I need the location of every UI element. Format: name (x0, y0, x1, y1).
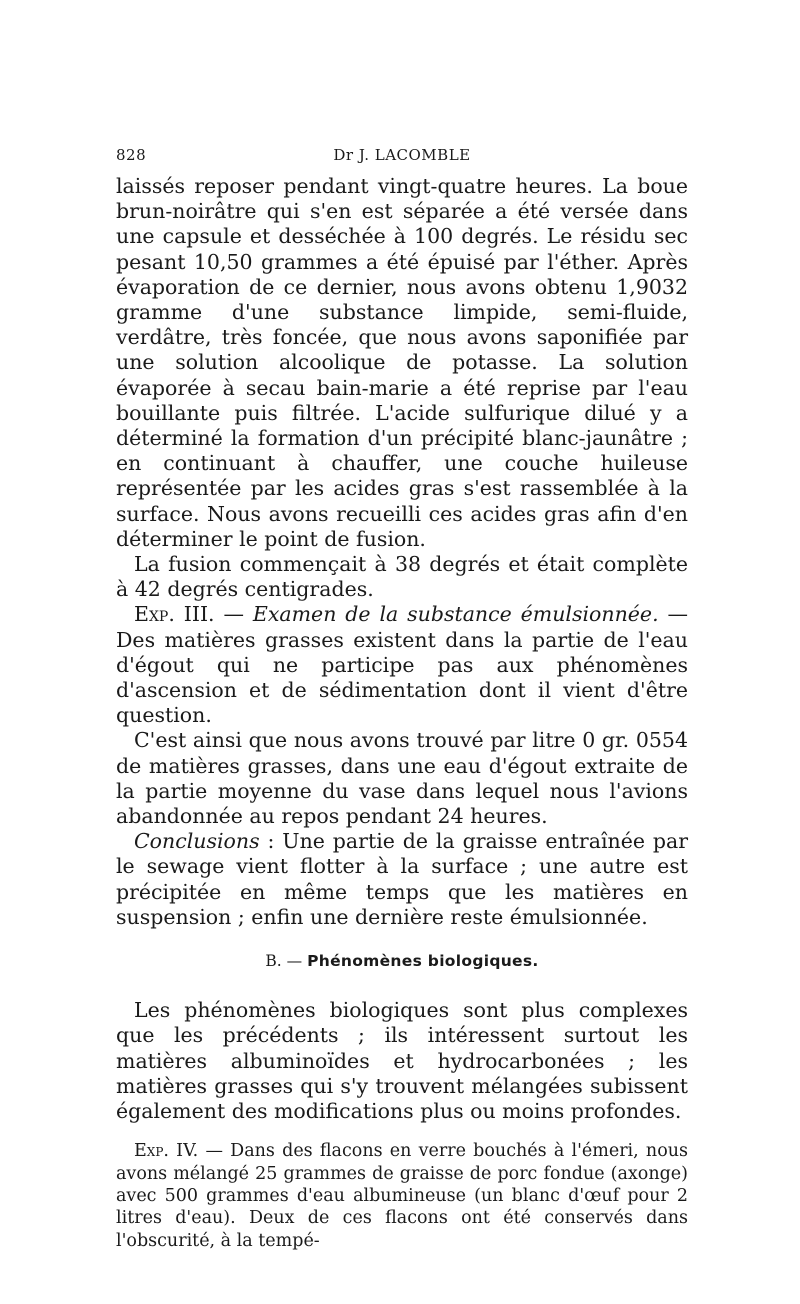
paragraph-conclusions (116, 829, 688, 930)
experiment-iv-label: Exp. IV. (134, 1141, 199, 1162)
running-header (116, 140, 688, 174)
paragraph-biological-phenomena: Les phénomènes biologiques sont plus complexes que les précédents ; ils intéressent surtout les matières albuminoïdes et hydrocarbonées ; les matières grasses qui s'y trouvent mélangées subissent également des modifications plus ou moins profondes. (116, 998, 688, 1123)
book-page (116, 140, 688, 1252)
section-title: Phénomènes biologiques. (307, 952, 539, 971)
conclusions-text: : Une partie de la graisse entraînée par le sewage vient flotter à la surface ; une autre est précipitée en même temps que les matières en suspension ; enfin une dernière reste émulsionnée. (116, 829, 688, 929)
paragraph-continuation: laissés reposer pendant vingt-quatre heures. La boue brun-noirâtre qui s'en est séparée a été versée dans une capsule et desséchée à 100 degrés. Le résidu sec pesant 10,50 grammes a été épuisé par l'éther. Après évaporation de ce dernier, nous avons obtenu 1,9032 gramme d'une substance limpide, semi-fluide, verdâtre, très foncée, que nous avons saponifiée par une solution alcoolique de potasse. La solution évaporée à secau bain-marie a été reprise par l'eau bouillante puis filtrée. L'acide sulfurique dilué y a déterminé la formation d'un précipité blanc-jaunâtre ; en continuant à chauffer, une couche huileuse représentée par les acides gras s'est rassemblée à la surface. Nous avons recueilli ces acides gras afin d'en déterminer le point de fusion. (116, 174, 688, 551)
paragraph-fusion: La fusion commençait à 38 degrés et était complète à 42 degrés centigrades. (116, 552, 688, 602)
experiment-iv-text: — Dans des flacons en verre bouchés à l'émeri, nous avons mélangé 25 grammes de graisse de porc fondue (axonge) avec 500 grammes d'eau albumineuse (un blanc d'œuf pour 2 litres d'eau). Deux de ces flacons ont été conservés dans l'obscurité, à la tempé- (116, 1141, 688, 1251)
section-letter: B. (265, 952, 282, 971)
experiment-iv-block (116, 1140, 688, 1252)
section-body (116, 998, 688, 1124)
experiment-title: Examen de la substance émulsionnée. (252, 602, 659, 627)
paragraph-experiment-iii (116, 602, 688, 728)
paragraph-measurement: C'est ainsi que nous avons trouvé par litre 0 gr. 0554 de matières grasses, dans une eau d'égout extraite de la partie moyenne du vase dans lequel nous l'avions abandonnée au repos pendant 24 heures. (116, 728, 688, 829)
page-number: 828 (116, 146, 147, 164)
running-title: Dr J. LACOMBLE (333, 146, 471, 164)
experiment-label: Exp. III. (134, 602, 215, 627)
experiment-dash: — (214, 602, 253, 627)
main-text (116, 174, 688, 930)
section-heading (116, 952, 688, 970)
conclusions-label: Conclusions (134, 829, 260, 854)
experiment-text: — Des matières grasses existent dans la partie de l'eau d'égout qui ne participe pas aux phénomènes d'ascension et de sédimentation dont il vient d'être question. (116, 602, 688, 728)
paragraph-experiment-iv (116, 1140, 688, 1252)
section-dash: — (281, 952, 308, 971)
